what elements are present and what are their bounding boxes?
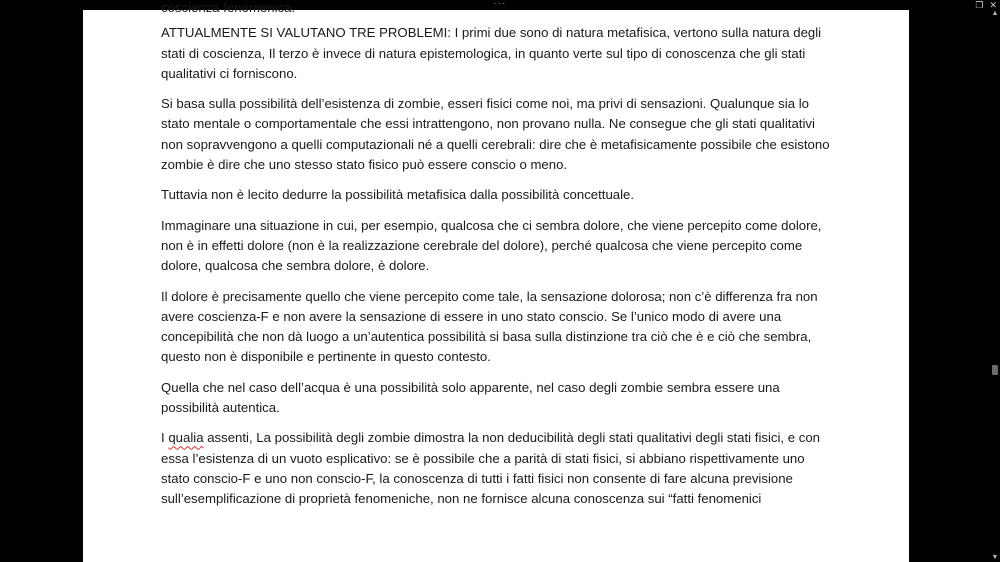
paragraph: Quella che nel caso dell’acqua è una possibilità solo apparente, nel caso degli zombie sembra essere una possibilità autentica.: [161, 379, 780, 416]
document-body[interactable]: [161, 0, 833, 520]
paragraph-prefix: I: [161, 430, 169, 446]
title-bar-dots[interactable]: ···: [493, 0, 507, 9]
paragraph: Il dolore è precisamente quello che viene percepito come tale, la sensazione dolorosa; non c’è differenza fra non avere coscienza-F e non avere la sensazione di essere in uno stato conscio. Se l’unico modo di avere una concepibilità che non dà luogo a un’autentica possibilità si basa sulla distinzione tra ciò che è e ciò che sembra, questo non è disponibile e pertinente in questo contesto.: [161, 288, 818, 365]
paragraph: Immaginare una situazione in cui, per esempio, qualcosa che ci sembra dolore, che viene percepito come dolore, non è in effetti dolore (non è la realizzazione cerebrale del dolore), perché qualcosa che viene percepito come dolore, qualcosa che sembra dolore, è dolore.: [161, 217, 822, 274]
vertical-scrollbar[interactable]: [990, 10, 1000, 562]
paragraph: ATTUALMENTE SI VALUTANO TRE PROBLEMI: I primi due sono di natura metafisica, vertono sulla natura degli stati di coscienza, Il terzo è invece di natura epistemologica, in quanto verte sul tipo di conoscenza che gli stati qualitativi ci forniscono.: [161, 25, 822, 81]
restore-icon[interactable]: ❐: [975, 0, 984, 10]
close-icon[interactable]: ✕: [989, 0, 997, 10]
paragraph-rest: assenti, La possibilità degli zombie dimostra la non deducibilità degli stati qualitativi degli stati fisici, e con essa l’esistenza di un vuoto esplicativo: se è possibile che a parità di stati fisici, si abbiano rispettivamente uno stato conscio-F e uno non conscio-F, la conoscenza di tutti i fatti fisici non consente di fare alcuna previsione sull’esemplificazione di proprietà fenomeniche, non ne fornisce alcuna conoscenza sui “fatti fenomenici: [161, 430, 821, 507]
document-page[interactable]: [83, 0, 909, 562]
misspelled-word[interactable]: qualia: [168, 430, 204, 446]
scroll-down-icon[interactable]: ▼: [991, 554, 999, 561]
paragraph-last: [161, 428, 833, 509]
scroll-up-icon[interactable]: ▲: [991, 10, 999, 17]
scroll-thumb[interactable]: [992, 365, 998, 376]
paragraph-cut-top: coscienza fenomenica.: [161, 0, 296, 15]
paragraph: Tuttavia non è lecito dedurre la possibilità metafisica dalla possibilità concettuale.: [161, 187, 635, 203]
paragraph: Si basa sulla possibilità dell’esistenza di zombie, esseri fisici come noi, ma privi di sensazioni. Qualunque sia lo stato mentale o comportamentale che essi intrattengono, non provano nulla. Ne consegue che gli stati qualitativi non sopravvengono a quelli computazionali né a quelli cerebrali: dire che è metafisicamente possibile che esistono zombie è dire che uno stesso stato fisico può essere conscio o meno.: [161, 96, 830, 173]
window-controls: [975, 0, 997, 10]
